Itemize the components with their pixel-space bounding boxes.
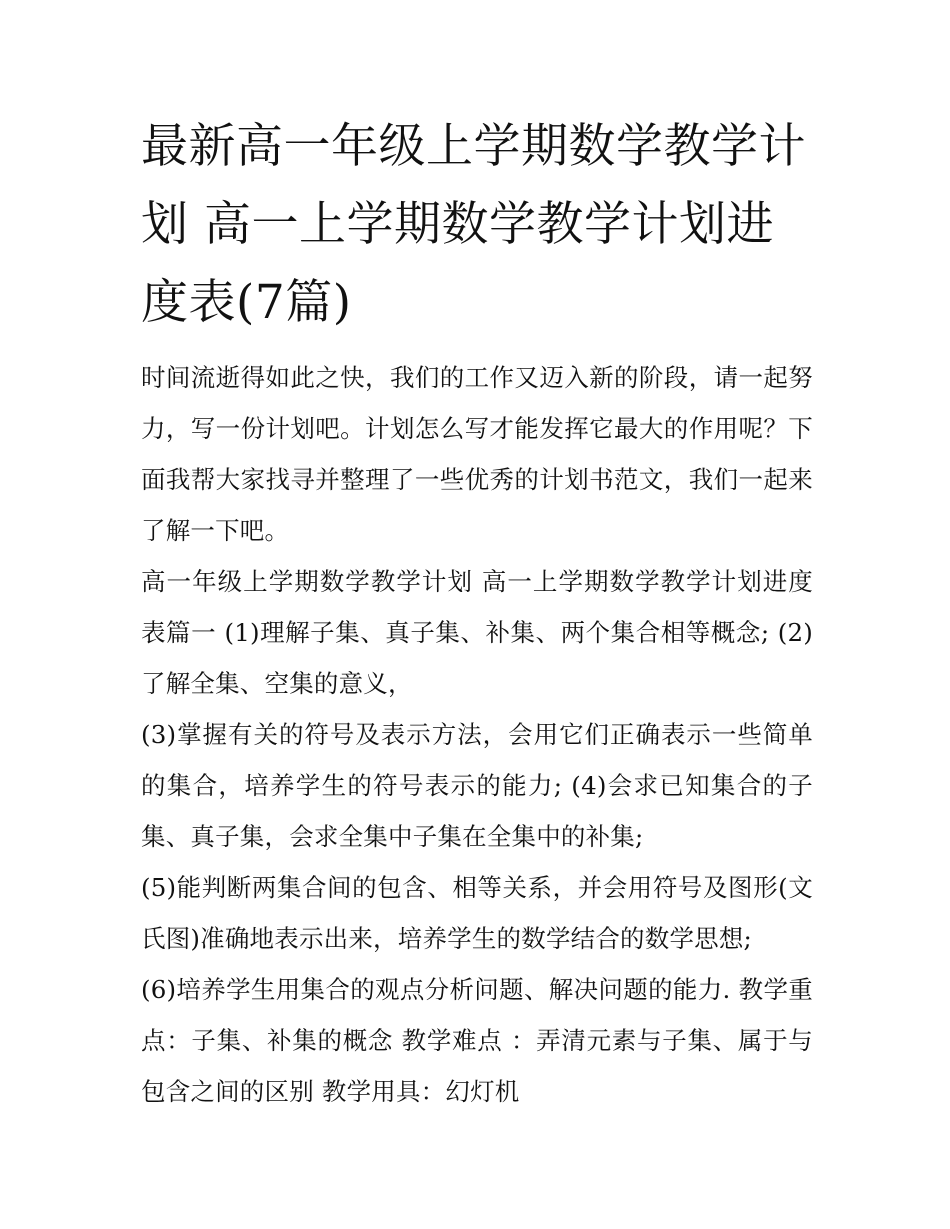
section-one-paragraph: 高一年级上学期数学教学计划 高一上学期数学教学计划进度表篇一 (1)理解子集、真子集、补集、两个集合相等概念; (2)了解全集、空集的意义，: [141, 567, 813, 698]
document-page: [141, 108, 813, 1117]
document-title: 最新高一年级上学期数学教学计划 高一上学期数学教学计划进度表(7篇): [141, 119, 806, 330]
objective-6-paragraph: (6)培养学生用集合的观点分析问题、解决问题的能力. 教学重点：子集、补集的概念 教学难点 ：弄清元素与子集、属于与包含之间的区别 教学用具：幻灯机: [141, 975, 813, 1106]
objective-3-paragraph: (3)掌握有关的符号及表示方法，会用它们正确表示一些简单的集合，培养学生的符号表示的能力; (4)会求已知集合的子集、真子集，会求全集中子集在全集中的补集;: [141, 720, 813, 851]
intro-paragraph: 时间流逝得如此之快，我们的工作又迈入新的阶段，请一起努力，写一份计划吧。计划怎么写才能发挥它最大的作用呢？下面我帮大家找寻并整理了一些优秀的计划书范文，我们一起来了解一下吧。: [141, 363, 813, 545]
objective-5-paragraph: (5)能判断两集合间的包含、相等关系，并会用符号及图形(文氏图)准确地表示出来，培养学生的数学结合的数学思想;: [141, 873, 813, 953]
